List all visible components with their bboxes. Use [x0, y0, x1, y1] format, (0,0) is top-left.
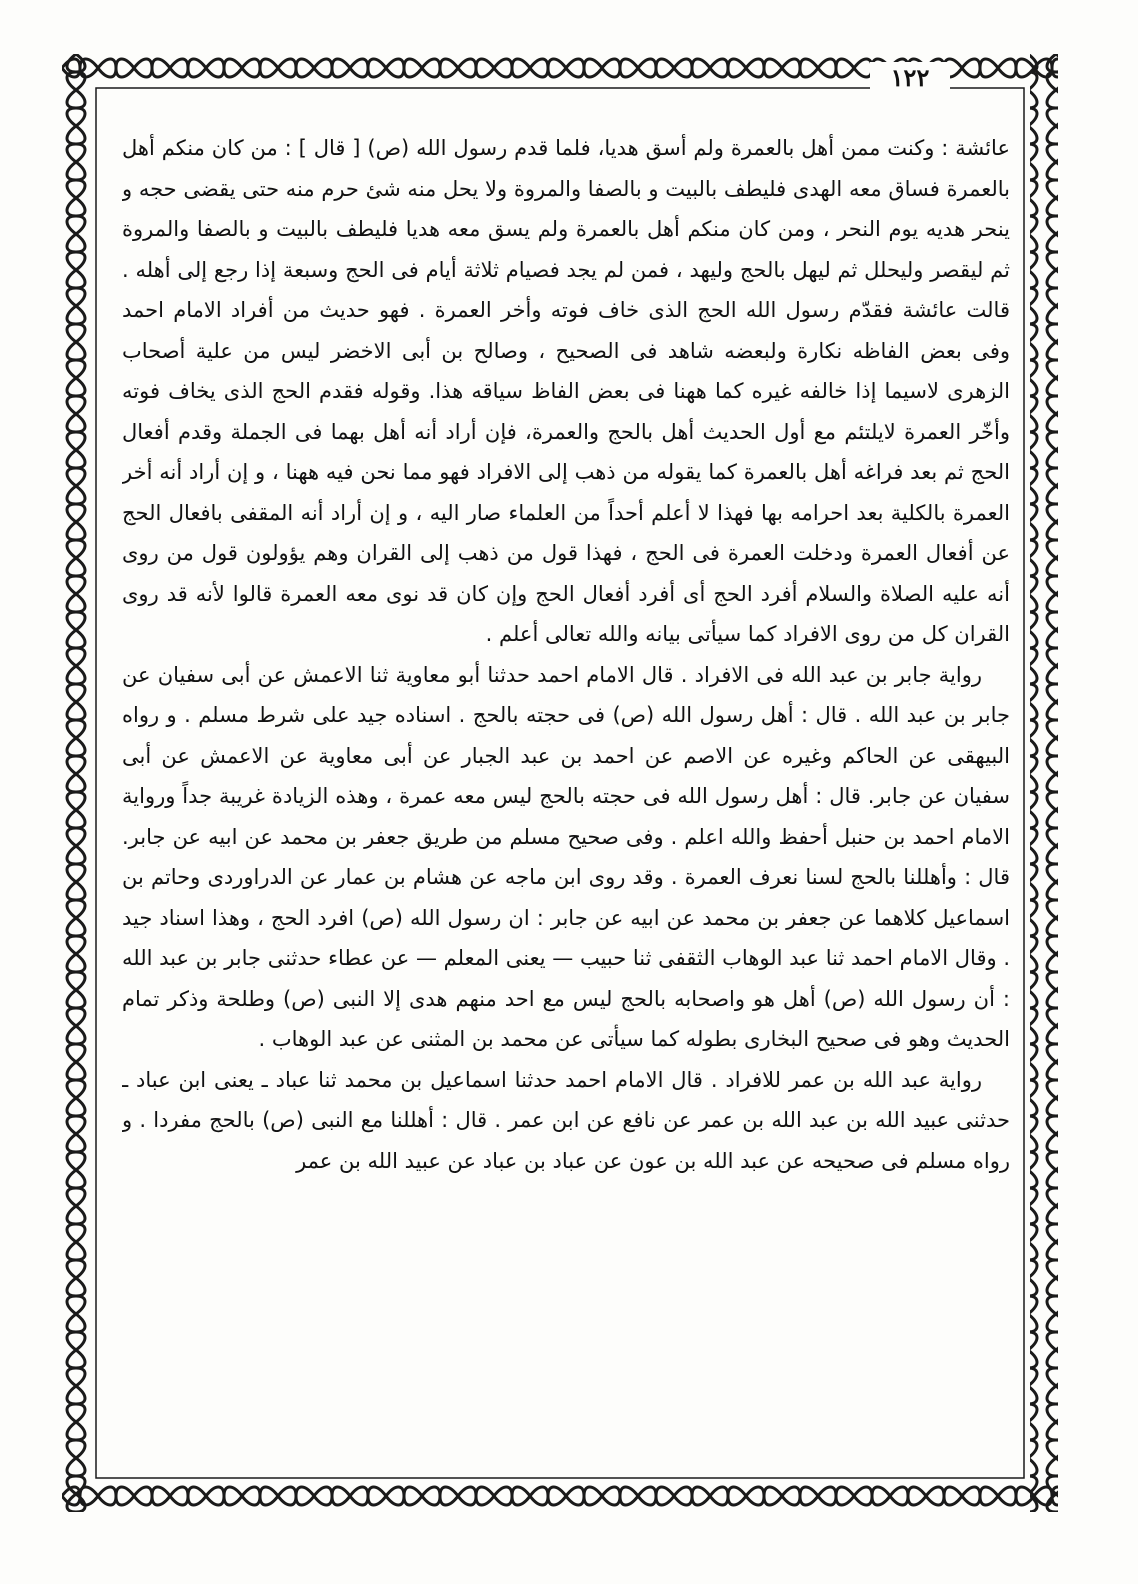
- page-number: ١٢٢: [870, 62, 950, 94]
- main-text: [122, 128, 1010, 1468]
- paragraph-aisha-report: عائشة : وكنت ممن أهل بالعمرة ولم أسق هديا، فلما قدم رسول الله (ص) [ قال ] : من كان منكم أهل بالعمرة فساق معه الهدى فليطف بالبيت و بالصفا والمروة ولا يحل منه شئ حرم منه حتى يقضى حجه و ينحر هديه يوم النحر ، ومن كان منكم أهل بالعمرة ولم يسق معه هديا فليطف بالبيت و بالصفا والمروة ثم ليقصر وليحلل ثم ليهل بالحج وليهد ، فمن لم يجد فصيام ثلاثة أيام فى الحج وسبعة إذا رجع إلى أهله . قالت عائشة فقدّم رسول الله الحج الذى خاف فوته وأخر العمرة . فهو حديث من أفراد الامام احمد وفى بعض الفاظه نكارة ولبعضه شاهد فى الصحيح ، وصالح بن أبى الاخضر ليس من علية أصحاب الزهرى لاسيما إذا خالفه غيره كما ههنا فى بعض الفاظ سياقه هذا. وقوله فقدم الحج الذى يخاف فوته وأخّر العمرة لايلتئم مع أول الحديث أهل بالحج والعمرة، فإن أراد أنه أهل بهما فى الجملة وقدم أفعال الحج ثم بعد فراغه أهل بالعمرة كما يقوله من ذهب إلى الافراد فهو مما نحن فيه ههنا ، و إن أراد أنه أخر العمرة بالكلية بعد احرامه بها فهذا لا أعلم أحداً من العلماء صار اليه ، و إن أراد أنه المقفى بافعال الحج عن أفعال العمرة ودخلت العمرة فى الحج ، فهذا قول من ذهب إلى القران وهم يؤولون قول من روى أنه عليه الصلاة والسلام أفرد الحج أى أفرد أفعال الحج وإن كان قد نوى معه العمرة قالوا لأنه قد روى القران كل من روى الافراد كما سيأتى بيانه والله تعالى أعلم .: [122, 136, 1010, 646]
- paragraph-jabir-narration: رواية جابر بن عبد الله فى الافراد . قال الامام احمد حدثنا أبو معاوية ثنا الاعمش عن أبى سفيان عن جابر بن عبد الله . قال : أهل رسول الله (ص) فى حجته بالحج . اسناده جيد على شرط مسلم . و رواه البيهقى عن الحاكم وغيره عن الاصم عن احمد بن عبد الجبار عن أبى معاوية عن الاعمش عن أبى سفيان عن جابر. قال : أهل رسول الله فى حجته بالحج ليس معه عمرة ، وهذه الزيادة غريبة جداً ورواية الامام احمد بن حنبل أحفظ والله اعلم . وفى صحيح مسلم من طريق جعفر بن محمد عن ابيه عن جابر. قال : وأهللنا بالحج لسنا نعرف العمرة . وقد روى ابن ماجه عن هشام بن عمار عن الدراوردى وحاتم بن اسماعيل كلاهما عن جعفر بن محمد عن ابيه عن جابر : ان رسول الله (ص) افرد الحج ، وهذا اسناد جيد . وقال الامام احمد ثنا عبد الوهاب الثقفى ثنا حبيب — يعنى المعلم — عن عطاء حدثنى جابر بن عبد الله : أن رسول الله (ص) أهل هو واصحابه بالحج ليس مع احد منهم هدى إلا النبى (ص) وطلحة وذكر تمام الحديث وهو فى صحيح البخارى بطوله كما سيأتى عن محمد بن المثنى عن عبد الوهاب .: [122, 662, 1010, 1051]
- paragraph-ibn-umar-narration: رواية عبد الله بن عمر للافراد . قال الامام احمد حدثنا اسماعيل بن محمد ثنا عباد ـ يعنى ابن عباد ـ حدثنى عبيد الله بن عبد الله بن عمر عن نافع عن ابن عمر . قال : أهللنا مع النبى (ص) بالحج مفردا . و رواه مسلم فى صحيحه عن عبد الله بن عون عن عباد بن عباد عن عبيد الله بن عمر: [122, 1067, 1010, 1173]
